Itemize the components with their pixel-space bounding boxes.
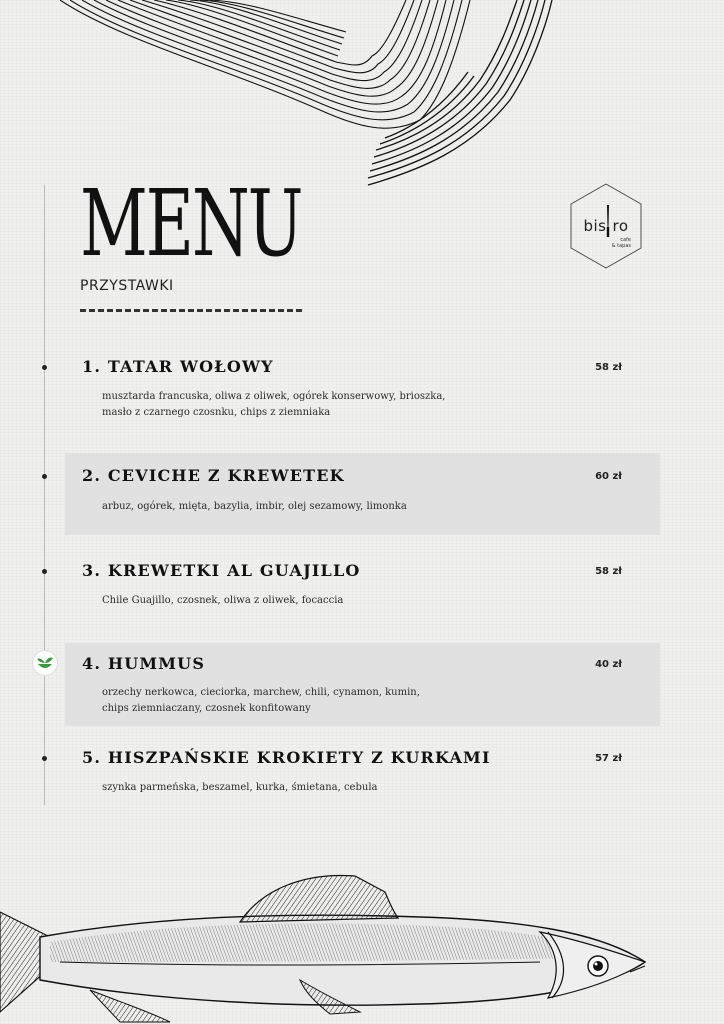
menu-item-description [102, 780, 522, 796]
menu-item-description-line: arbuz, ogórek, mięta, bazylia, imbir, olej sezamowy, limonka [102, 501, 407, 512]
menu-item-name: 5. HISZPAŃSKIE KROKIETY Z KURKAMI [82, 748, 491, 767]
menu-item-description-line: chips ziemniaczany, czosnek konfitowany [102, 703, 311, 714]
menu-item-price: 60 zł [595, 471, 622, 482]
menu-item-name: 1. TATAR WOŁOWY [82, 357, 274, 376]
menu-item-description-line: masło z czarnego czosnku, chips z ziemniaka [102, 407, 331, 418]
menu-item-description-line: orzechy nerkowca, cieciorka, marchew, chili, cynamon, kumin, [102, 687, 420, 698]
menu-item-description [102, 593, 522, 609]
dot-icon [42, 569, 47, 574]
logo-tagline-line1: cafe [620, 237, 631, 243]
logo-wordmark [569, 217, 643, 235]
dashed-divider [80, 309, 305, 312]
logo-wordmark-right: ro [612, 217, 629, 235]
menu-item-name: 4. HUMMUS [82, 654, 206, 673]
menu-item-price: 57 zł [595, 753, 622, 764]
leaf-bowl-icon [33, 651, 57, 675]
dot-icon [42, 474, 47, 479]
dot-icon [42, 756, 47, 761]
menu-item-description-line: musztarda francuska, oliwa z oliwek, ogórek konserwowy, brioszka, [102, 391, 446, 402]
decorative-fish-illustration [0, 862, 724, 1024]
bistro-logo [569, 183, 643, 269]
page-title: MENU [80, 170, 302, 277]
menu-item-name: 3. KREWETKI AL GUAJILLO [82, 561, 361, 580]
menu-item-price: 58 zł [595, 566, 622, 577]
menu-item-description [102, 685, 522, 717]
timeline-line [44, 185, 45, 805]
menu-item-description-line: Chile Guajillo, czosnek, oliwa z oliwek, focaccia [102, 595, 344, 606]
menu-item-description [102, 389, 522, 421]
dot-icon [42, 365, 47, 370]
menu-item-description [102, 499, 522, 515]
menu-item-price: 40 zł [595, 659, 622, 670]
menu-item-description-line: szynka parmeńska, beszamel, kurka, śmietana, cebula [102, 782, 378, 793]
logo-wordmark-left: bis [583, 217, 607, 235]
section-subtitle: PRZYSTAWKI [80, 278, 174, 294]
logo-tagline [601, 237, 631, 249]
menu-item-price: 58 zł [595, 362, 622, 373]
logo-tagline-line2: & tapas [611, 243, 631, 249]
menu-item-name: 2. CEVICHE Z KREWETEK [82, 466, 345, 485]
